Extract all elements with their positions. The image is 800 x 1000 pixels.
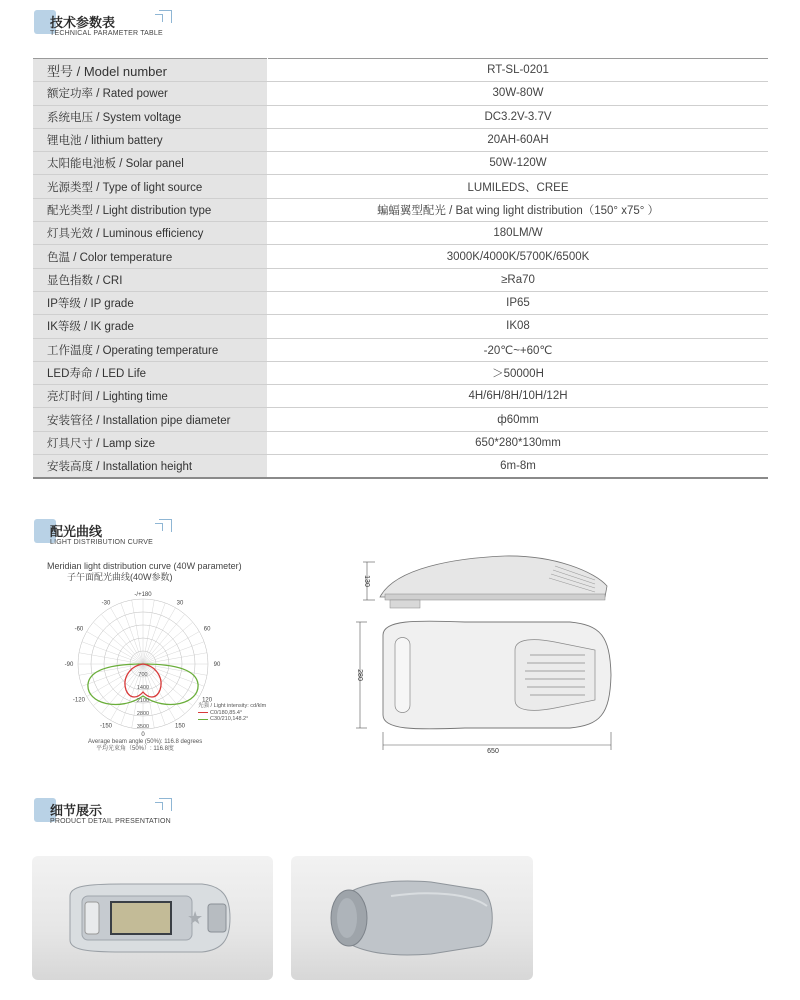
dim-height-label: 130 bbox=[363, 575, 370, 587]
angle-label: 30 bbox=[176, 600, 184, 607]
angle-label: 90 bbox=[213, 662, 221, 668]
spec-row bbox=[33, 198, 768, 221]
angle-label: 0 bbox=[141, 732, 145, 738]
spec-key: 光源类型 / Type of light source bbox=[33, 175, 268, 198]
spec-row bbox=[33, 455, 768, 479]
spec-value: ф60mm bbox=[268, 408, 769, 431]
section-title-en: PRODUCT DETAIL PRESENTATION bbox=[50, 818, 171, 825]
spec-key: LED寿命 / LED Life bbox=[33, 361, 268, 384]
product-photo-side bbox=[291, 856, 533, 980]
spec-row bbox=[33, 338, 768, 361]
spec-row bbox=[33, 175, 768, 198]
section-title-cn: 技术参数表 bbox=[50, 15, 116, 30]
angle-label: -30 bbox=[101, 600, 111, 607]
legend-item bbox=[198, 716, 266, 723]
spec-value: 4H/6H/8H/10H/12H bbox=[268, 385, 769, 408]
spec-row bbox=[33, 152, 768, 175]
radial-label: 1400 bbox=[136, 685, 150, 691]
spec-key: 配光类型 / Light distribution type bbox=[33, 198, 268, 221]
spec-value: ＞50000H bbox=[268, 361, 769, 384]
spec-value: IP65 bbox=[268, 291, 769, 314]
spec-value: 650*280*130mm bbox=[268, 431, 769, 454]
corner-decoration bbox=[155, 802, 163, 810]
spec-row bbox=[33, 105, 768, 128]
spec-row bbox=[33, 361, 768, 384]
legend-swatch bbox=[198, 719, 208, 720]
spec-row bbox=[33, 315, 768, 338]
section-title-cn: 配光曲线 bbox=[50, 524, 103, 539]
radial-label: 2800 bbox=[136, 711, 150, 717]
spec-key: 工作温度 / Operating temperature bbox=[33, 338, 268, 361]
spec-key: 色温 / Color temperature bbox=[33, 245, 268, 268]
section-title-en: TECHNICAL PARAMETER TABLE bbox=[50, 30, 163, 37]
spec-value: LUMILEDS、CREE bbox=[268, 175, 769, 198]
spec-key: 显色指数 / CRI bbox=[33, 268, 268, 291]
dim-width-label: 280 bbox=[356, 669, 363, 681]
spec-key: 亮灯时间 / Lighting time bbox=[33, 385, 268, 408]
spec-value: ≥Ra70 bbox=[268, 268, 769, 291]
svg-text:★: ★ bbox=[187, 908, 204, 929]
radial-label: 700 bbox=[138, 672, 148, 678]
spec-value: -20℃~+60℃ bbox=[268, 338, 769, 361]
spec-value: 30W-80W bbox=[268, 82, 769, 105]
product-photo-front bbox=[32, 856, 273, 980]
legend-label: C0/180,85.4° bbox=[210, 709, 243, 716]
legend-title: 光强 / Light intensity: cd/klm bbox=[198, 703, 267, 709]
spec-key: 安装高度 / Installation height bbox=[33, 455, 268, 479]
spec-value: 6m-8m bbox=[268, 455, 769, 479]
spec-value: 50W-120W bbox=[268, 152, 769, 175]
spec-row bbox=[33, 245, 768, 268]
spec-row bbox=[33, 385, 768, 408]
spec-key: IK等级 / IK grade bbox=[33, 315, 268, 338]
spec-value: DC3.2V-3.7V bbox=[268, 105, 769, 128]
angle-label: 120 bbox=[202, 697, 213, 704]
spec-value: 3000K/4000K/5700K/6500K bbox=[268, 245, 769, 268]
lamp-side-view bbox=[363, 556, 607, 608]
legend-swatch bbox=[198, 712, 208, 713]
angle-label: 60 bbox=[203, 626, 211, 633]
spec-key: IP等级 / IP grade bbox=[33, 291, 268, 314]
angle-label: -120 bbox=[72, 697, 85, 704]
spec-value: RT-SL-0201 bbox=[268, 59, 769, 82]
radial-label: 3500 bbox=[136, 724, 150, 730]
spec-row bbox=[33, 128, 768, 151]
curve-legend bbox=[198, 703, 266, 723]
spec-value: 180LM/W bbox=[268, 222, 769, 245]
spec-value: 20AH-60AH bbox=[268, 128, 769, 151]
spec-key: 太阳能电池板 / Solar panel bbox=[33, 152, 268, 175]
dimension-drawing bbox=[355, 550, 625, 760]
spec-row bbox=[33, 291, 768, 314]
angle-label: -/+180 bbox=[134, 592, 152, 598]
spec-key: 灯具光效 / Luminous efficiency bbox=[33, 222, 268, 245]
spec-key: 安装管径 / Installation pipe diameter bbox=[33, 408, 268, 431]
section-title-cn: 细节展示 bbox=[50, 803, 103, 818]
angle-label: -60 bbox=[74, 626, 84, 633]
spec-value: IK08 bbox=[268, 315, 769, 338]
curve-title-cn: 子午面配光曲线(40W参数) bbox=[67, 572, 173, 582]
curve-note bbox=[88, 739, 202, 753]
spec-key: 系统电压 / System voltage bbox=[33, 105, 268, 128]
radial-label: 2100 bbox=[136, 698, 150, 704]
spec-table bbox=[33, 58, 768, 479]
spec-key: 锂电池 / lithium battery bbox=[33, 128, 268, 151]
curve-note-cn: 平均光束角（50%）: 116.8度 bbox=[96, 746, 174, 752]
corner-decoration bbox=[155, 523, 163, 531]
curve-title-en: Meridian light distribution curve (40W parameter) bbox=[47, 561, 242, 571]
spec-row bbox=[33, 431, 768, 454]
angle-label: -150 bbox=[99, 723, 113, 730]
legend-label: C30/210,148.2° bbox=[210, 716, 249, 722]
spec-value: 蝙蝠翼型配光 / Bat wing light distribution（150° x75° ） bbox=[268, 198, 769, 221]
curve-title bbox=[47, 561, 242, 583]
spec-row bbox=[33, 82, 768, 105]
spec-key: 额定功率 / Rated power bbox=[33, 82, 268, 105]
angle-label: 150 bbox=[174, 723, 186, 730]
lamp-top-view bbox=[356, 621, 611, 750]
spec-row bbox=[33, 268, 768, 291]
spec-key: 灯具尺寸 / Lamp size bbox=[33, 431, 268, 454]
spec-key: 型号 / Model number bbox=[33, 59, 268, 82]
spec-row bbox=[33, 222, 768, 245]
corner-decoration bbox=[155, 14, 163, 22]
angle-label: -90 bbox=[64, 662, 74, 668]
section-title-en: LIGHT DISTRIBUTION CURVE bbox=[50, 539, 153, 546]
spec-row bbox=[33, 408, 768, 431]
dim-length-label: 650 bbox=[487, 748, 499, 755]
curve-note-en: Average beam angle (50%): 116.8 degrees bbox=[88, 739, 203, 745]
spec-row bbox=[33, 59, 768, 82]
